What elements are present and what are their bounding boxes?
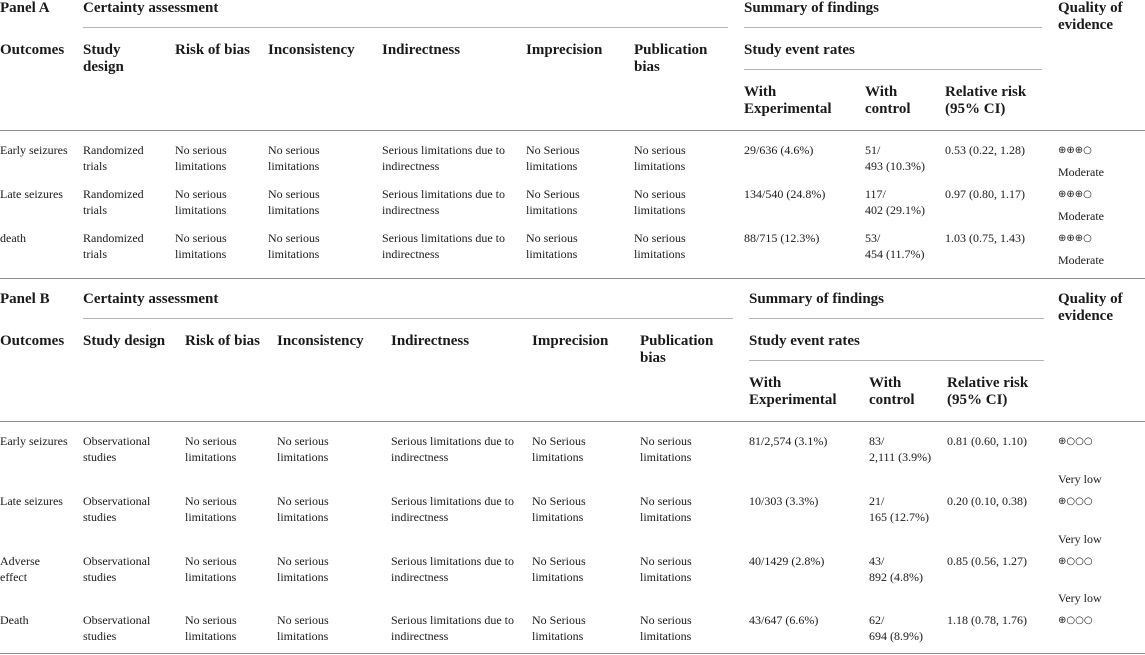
publication-cell-2: limitations [640,510,692,524]
outcome-cell-1: Adverse [0,554,40,568]
risk-cell-2: limitations [185,450,237,464]
rule-summary [744,27,1042,28]
col-indirectness: Indirectness [391,333,470,349]
imprecision-cell-1: No Serious [532,554,586,568]
experimental-cell: 29/636 (4.6%) [744,143,814,157]
publication-cell-2: limitations [640,570,692,584]
publication-cell-2: limitations [640,629,692,643]
col-imprecision: Imprecision [532,333,609,349]
control-cell-2: 454 (11.7%) [865,247,925,261]
col-study-design-1: Study [83,42,121,58]
risk-cell-2: limitations [175,247,227,261]
imprecision-cell-1: No Serious [526,187,580,201]
inconsistency-cell-2: limitations [277,450,329,464]
control-cell-1: 62/ [869,613,885,627]
col-with-experimental-2: Experimental [744,101,832,117]
outcome-cell: Late seizures [0,494,63,508]
col-publication-bias-1: Publication [640,333,714,349]
control-cell-2: 2,111 (3.9%) [869,450,932,464]
inconsistency-cell-2: limitations [277,510,329,524]
indirectness-cell-1: Serious limitations due to [382,187,505,201]
certainty-header: Certainty assessment [83,291,219,307]
risk-cell-2: limitations [185,570,237,584]
publication-cell-1: No serious [634,187,686,201]
indirectness-cell-2: indirectness [382,159,440,173]
indirectness-cell-1: Serious limitations due to [382,231,505,245]
control-cell-1: 51/ [865,143,881,157]
experimental-cell: 134/540 (24.8%) [744,187,826,201]
experimental-cell: 81/2,574 (3.1%) [749,434,828,448]
panel-label: Panel A [0,0,50,16]
indirectness-cell-1: Serious limitations due to [391,494,514,508]
imprecision-cell-2: limitations [526,203,578,217]
design-cell-2: trials [83,247,107,261]
publication-cell-2: limitations [634,159,686,173]
publication-cell-1: No serious [640,434,692,448]
imprecision-cell-1: No Serious [526,143,580,157]
risk-cell-1: No serious [185,494,237,508]
inconsistency-cell-1: No serious [277,554,329,568]
col-with-experimental-1: With [749,375,782,391]
inconsistency-cell-1: No serious [277,494,329,508]
imprecision-cell-2: limitations [532,510,584,524]
quality-rating-icon: ⊕⊕⊕○ [1058,233,1092,244]
col-inconsistency: Inconsistency [268,42,355,58]
control-cell-1: 21/ [869,494,885,508]
quality-label: Very low [1058,591,1102,605]
quality-label: Moderate [1058,209,1104,223]
control-cell-2: 493 (10.3%) [865,159,925,173]
imprecision-cell-2: limitations [532,570,584,584]
design-cell-2: trials [83,203,107,217]
risk-cell-1: No serious [175,231,227,245]
rule-certainty [83,27,728,28]
indirectness-cell-2: indirectness [382,203,440,217]
inconsistency-cell-1: No serious [268,231,320,245]
indirectness-cell-1: Serious limitations due to [391,434,514,448]
imprecision-cell-1: No serious [526,231,578,245]
quality-label: Very low [1058,532,1102,546]
rule-summary [749,318,1044,319]
quality-rating-icon: ⊕⊕⊕○ [1058,145,1092,156]
col-indirectness: Indirectness [382,42,461,58]
design-cell-1: Observational [83,613,151,627]
col-risk-of-bias: Risk of bias [185,333,261,349]
certainty-header: Certainty assessment [83,0,219,16]
col-with-experimental-2: Experimental [749,392,837,408]
col-imprecision: Imprecision [526,42,603,58]
quality-rating-icon: ⊕⊕⊕○ [1058,189,1092,200]
inconsistency-cell-1: No serious [268,143,320,157]
inconsistency-cell-2: limitations [268,247,320,261]
col-with-control-2: control [865,101,911,117]
inconsistency-cell-1: No serious [277,434,329,448]
design-cell-1: Observational [83,554,151,568]
indirectness-cell-2: indirectness [391,450,449,464]
experimental-cell: 88/715 (12.3%) [744,231,820,245]
design-cell-1: Observational [83,494,151,508]
inconsistency-cell-1: No serious [277,613,329,627]
outcome-cell: Early seizures [0,434,68,448]
panel-divider [0,278,1145,279]
col-relative-risk-2: (95% CI) [945,101,1006,117]
imprecision-cell-1: No Serious [532,613,586,627]
col-with-control-1: With [865,84,898,100]
design-cell-2: studies [83,510,117,524]
experimental-cell: 10/303 (3.3%) [749,494,819,508]
rule-event-rates [744,69,1042,70]
control-cell-1: 83/ [869,434,885,448]
panel-a [0,0,1145,278]
risk-cell-2: limitations [185,510,237,524]
publication-cell-2: limitations [634,247,686,261]
inconsistency-cell-2: limitations [268,203,320,217]
control-cell-1: 43/ [869,554,885,568]
design-cell-1: Randomized [83,231,144,245]
indirectness-cell-1: Serious limitations due to [382,143,505,157]
risk-cell-1: No serious [175,143,227,157]
col-risk-of-bias: Risk of bias [175,42,251,58]
imprecision-cell-2: limitations [526,247,578,261]
table-bottom-rule [0,653,1145,654]
col-with-control-1: With [869,375,902,391]
relative-risk-cell: 0.81 (0.60, 1.10) [947,434,1027,448]
publication-cell-1: No serious [634,231,686,245]
imprecision-cell-2: limitations [526,159,578,173]
imprecision-cell-2: limitations [532,629,584,643]
experimental-cell: 40/1429 (2.8%) [749,554,825,568]
risk-cell-2: limitations [185,629,237,643]
col-outcomes: Outcomes [0,333,65,349]
outcome-cell-2: effect [0,570,28,584]
indirectness-cell-2: indirectness [391,510,449,524]
quality-label: Moderate [1058,253,1104,267]
quality-rating-icon: ⊕○○○ [1058,496,1093,507]
col-inconsistency: Inconsistency [277,333,364,349]
col-publication-bias-1: Publication [634,42,708,58]
outcome-cell: Early seizures [0,143,68,157]
inconsistency-cell-1: No serious [268,187,320,201]
indirectness-cell-1: Serious limitations due to [391,554,514,568]
rule-certainty [83,318,733,319]
publication-cell-2: limitations [634,203,686,217]
publication-cell-1: No serious [634,143,686,157]
relative-risk-cell: 0.53 (0.22, 1.28) [945,143,1025,157]
relative-risk-cell: 1.03 (0.75, 1.43) [945,231,1025,245]
design-cell-2: studies [83,629,117,643]
relative-risk-cell: 0.97 (0.80, 1.17) [945,187,1025,201]
rule-header-bottom [0,130,1145,131]
panel-label: Panel B [0,291,50,307]
col-publication-bias-2: bias [634,59,660,75]
risk-cell-1: No serious [175,187,227,201]
design-cell-2: studies [83,450,117,464]
col-publication-bias-2: bias [640,350,666,366]
summary-header: Summary of findings [749,291,885,307]
rule-event-rates [749,360,1044,361]
panel-b [0,291,1145,655]
inconsistency-cell-2: limitations [277,570,329,584]
quality-header-2: evidence [1058,17,1113,33]
design-cell-2: studies [83,570,117,584]
quality-rating-icon: ⊕○○○ [1058,615,1093,626]
publication-cell-1: No serious [640,494,692,508]
control-cell-1: 117/ [865,187,886,201]
design-cell-2: trials [83,159,107,173]
risk-cell-2: limitations [175,159,227,173]
risk-cell-1: No serious [185,434,237,448]
col-study-design: Study design [83,333,166,349]
outcome-cell: death [0,231,26,245]
control-cell-1: 53/ [865,231,881,245]
control-cell-2: 694 (8.9%) [869,629,923,643]
col-with-control-2: control [869,392,915,408]
control-cell-2: 402 (29.1%) [865,203,925,217]
event-rates-header: Study event rates [744,42,855,58]
quality-label: Very low [1058,472,1102,486]
risk-cell-2: limitations [175,203,227,217]
indirectness-cell-1: Serious limitations due to [391,613,514,627]
control-cell-2: 165 (12.7%) [869,510,929,524]
publication-cell-1: No serious [640,613,692,627]
imprecision-cell-1: No Serious [532,494,586,508]
rule-header-bottom [0,421,1145,422]
risk-cell-1: No serious [185,554,237,568]
experimental-cell: 43/647 (6.6%) [749,613,819,627]
event-rates-header: Study event rates [749,333,860,349]
design-cell-1: Randomized [83,143,144,157]
imprecision-cell-2: limitations [532,450,584,464]
quality-rating-icon: ⊕○○○ [1058,436,1093,447]
design-cell-1: Observational [83,434,151,448]
col-with-experimental-1: With [744,84,777,100]
risk-cell-1: No serious [185,613,237,627]
summary-header: Summary of findings [744,0,880,16]
col-relative-risk-1: Relative risk [947,375,1029,391]
quality-header-1: Quality of [1058,0,1123,16]
inconsistency-cell-2: limitations [268,159,320,173]
relative-risk-cell: 0.85 (0.56, 1.27) [947,554,1027,568]
col-relative-risk-2: (95% CI) [947,392,1008,408]
quality-rating-icon: ⊕○○○ [1058,556,1093,567]
outcome-cell: Late seizures [0,187,63,201]
design-cell-1: Randomized [83,187,144,201]
control-cell-2: 892 (4.8%) [869,570,923,584]
inconsistency-cell-2: limitations [277,629,329,643]
col-study-design-2: design [83,59,124,75]
indirectness-cell-2: indirectness [391,570,449,584]
quality-header-2: evidence [1058,308,1113,324]
relative-risk-cell: 0.20 (0.10, 0.38) [947,494,1027,508]
publication-cell-2: limitations [640,450,692,464]
indirectness-cell-2: indirectness [391,629,449,643]
publication-cell-1: No serious [640,554,692,568]
col-relative-risk-1: Relative risk [945,84,1027,100]
outcome-cell: Death [0,613,29,627]
indirectness-cell-2: indirectness [382,247,440,261]
quality-label: Moderate [1058,165,1104,179]
quality-header-1: Quality of [1058,291,1123,307]
relative-risk-cell: 1.18 (0.78, 1.76) [947,613,1027,627]
col-outcomes: Outcomes [0,42,65,58]
imprecision-cell-1: No Serious [532,434,586,448]
